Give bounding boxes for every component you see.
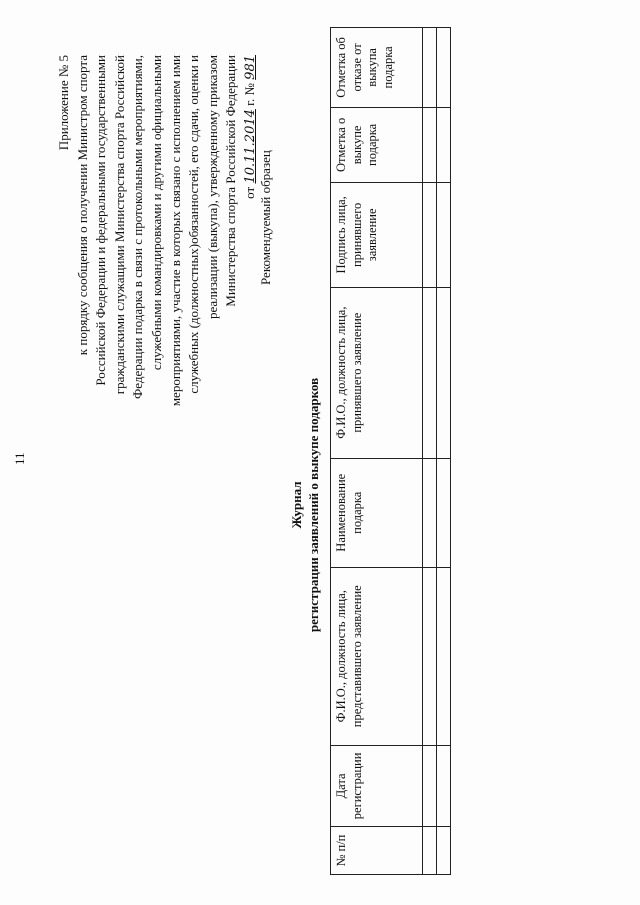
appendix-block (55, 55, 261, 455)
appendix-line: служебными командировками и другими официальными (148, 55, 164, 371)
table-cell (437, 287, 451, 458)
appendix-line: служебных (должностных)обязанностей, его сдачи, оценки и (186, 55, 202, 394)
appendix-line: Министерства спорта Российской Федерации (223, 55, 239, 307)
table-cell (437, 567, 451, 745)
order-prefix: от (241, 186, 257, 199)
table-cell (437, 458, 451, 567)
table-cell (423, 827, 437, 875)
appendix-line: Приложение № 5 (56, 55, 71, 151)
column-header: Ф.И.О., должность лица, представившего заявление (331, 567, 423, 745)
column-header: Наименование подарка (331, 458, 423, 567)
page-number: 11 (12, 452, 27, 465)
table-row (423, 28, 437, 875)
table-cell (423, 28, 437, 108)
appendix-line: Федерации подарка в связи с протокольными мероприятиями, (130, 55, 146, 399)
order-date: 10.11.2014 (242, 109, 258, 184)
table-cell (437, 182, 451, 287)
registration-table (330, 27, 451, 875)
table-cell (437, 745, 451, 827)
appendix-line: мероприятиями, участие в которых связано с исполнением ими (167, 55, 183, 407)
table-cell (437, 827, 451, 875)
appendix-line: гражданскими служащими Министерства спорта Российской (111, 55, 127, 395)
journal-title: Журнал (289, 481, 304, 529)
table-cell (437, 28, 451, 108)
appendix-line: к порядку сообщения о получении Министром спорта (74, 55, 90, 356)
table-row (437, 28, 451, 875)
order-number: 981 (242, 55, 258, 80)
column-header: Подпись лица, принявшего заявление (331, 182, 423, 287)
appendix-line: Российской Федерации и федеральными государственными (93, 55, 109, 386)
column-header: Ф.И.О., должность лица, принявшего заявление (331, 287, 423, 458)
recommended-sample-label: Рекомендуемый образец (258, 150, 273, 285)
journal-heading (288, 375, 322, 635)
order-mid: г. № (241, 83, 257, 106)
table-cell (423, 287, 437, 458)
column-header: Отметка об отказе от выкупа подарка (331, 28, 423, 108)
table-cell (423, 567, 437, 745)
table-cell (423, 745, 437, 827)
appendix-line: реализации (выкупа), утвержденному приказом (204, 55, 220, 320)
table-cell (423, 182, 437, 287)
table-cell (437, 107, 451, 182)
column-header: № п/п (331, 827, 423, 875)
journal-subtitle: регистрации заявлений о выкупе подарков (306, 377, 321, 633)
column-header: Дата регистрации (331, 745, 423, 827)
table-cell (423, 107, 437, 182)
table-cell (423, 458, 437, 567)
column-header: Отметка о выкупе подарка (331, 107, 423, 182)
table-header-row (331, 28, 423, 875)
